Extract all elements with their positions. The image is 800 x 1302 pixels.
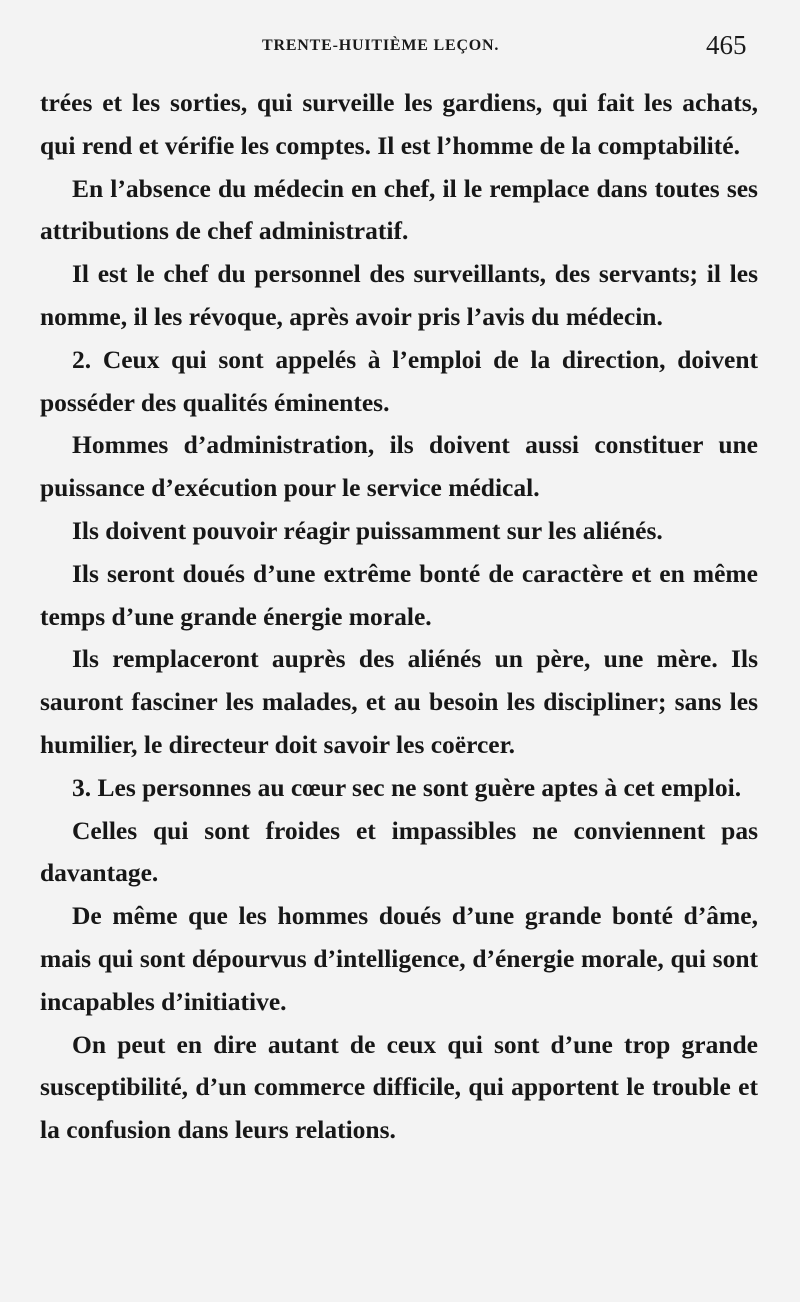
paragraph: En l’absence du médecin en chef, il le remplace dans toutes ses attributions de chef administratif.	[40, 173, 758, 246]
paragraph: Ils remplaceront auprès des aliénés un père, une mère. Ils sauront fasciner les malades, et au besoin les discipliner; sans les humilier, le directeur doit savoir les coërcer.	[40, 644, 758, 759]
paragraph: Celles qui sont froides et impassibles ne conviennent pas davantage.	[40, 815, 758, 888]
paragraph: 3. Les personnes au cœur sec ne sont guère aptes à cet emploi.	[72, 772, 742, 802]
paragraph: 2. Ceux qui sont appelés à l’emploi de la direction, doivent posséder des qualités éminentes.	[40, 344, 758, 417]
paragraph: Hommes d’administration, ils doivent aussi constituer une puissance d’exécution pour le service médical.	[40, 430, 758, 503]
paragraph: trées et les sorties, qui surveille les gardiens, qui fait les achats, qui rend et vérifie les comptes. Il est l’homme de la comptabilité.	[40, 88, 758, 160]
paragraph: Ils doivent pouvoir réagir puissamment sur les aliénés.	[72, 515, 663, 545]
paragraph: Il est le chef du personnel des surveillants, des servants; il les nomme, il les révoque, après avoir pris l’avis du médecin.	[40, 259, 758, 331]
paragraph: De même que les hommes doués d’une grande bonté d’âme, mais qui sont dépourvus d’intelligence, d’énergie morale, qui sont incapables d’initiative.	[40, 901, 758, 1016]
paragraph: On peut en dire autant de ceux qui sont d’une trop grande susceptibilité, d’un commerce difficile, qui apportent le trouble et la confusion dans leurs relations.	[40, 1029, 758, 1145]
running-header: TRENTE-HUITIÈME LEÇON.	[262, 37, 500, 54]
page-number: 465	[706, 30, 747, 60]
paragraph: Ils seront doués d’une extrême bonté de caractère et en même temps d’une grande énergie morale.	[40, 558, 758, 631]
page-body	[40, 82, 758, 1152]
